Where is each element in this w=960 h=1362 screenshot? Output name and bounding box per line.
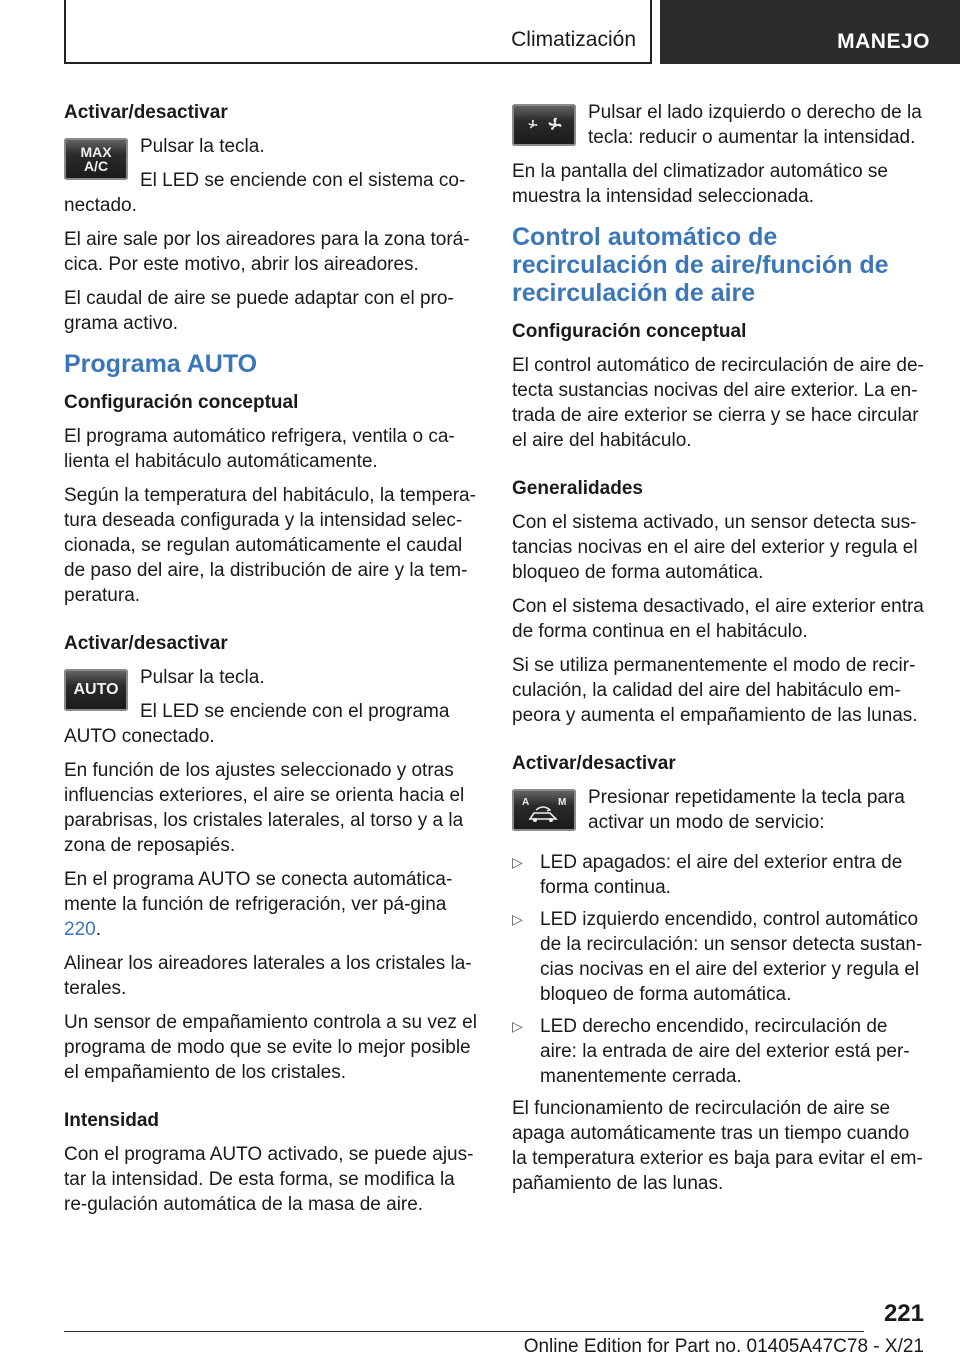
list-item bbox=[512, 907, 928, 1007]
fan-icons bbox=[512, 104, 576, 146]
section-title-auto: Programa AUTO bbox=[64, 350, 258, 378]
fan-intensity-button-icon bbox=[512, 104, 576, 146]
page-header bbox=[0, 0, 960, 66]
maxac-key-row bbox=[64, 134, 482, 227]
list-item-text: LED derecho encendido, recirculación de aire: la entrada de aire del exterior está per-manentemente cerrada. bbox=[540, 1016, 910, 1087]
header-section-title: Climatización bbox=[511, 28, 636, 51]
fan-key-row bbox=[512, 100, 928, 159]
recirc-key-row bbox=[512, 785, 928, 844]
max-ac-key-label: MAX A/C bbox=[80, 144, 112, 174]
auto-key-row bbox=[64, 665, 482, 758]
subheading-activar: Activar/desactivar bbox=[64, 102, 228, 123]
subheading-intensidad: Intensidad bbox=[64, 1110, 160, 1131]
recirc-icon-wrap bbox=[512, 789, 576, 831]
footer-edition: Online Edition for Part no. 01405A47C78 - X/21 bbox=[523, 1336, 924, 1357]
subheading-generalidades: Generalidades bbox=[512, 478, 643, 499]
subheading-config: Configuración conceptual bbox=[64, 392, 299, 413]
maxac-press-text: Pulsar la tecla. bbox=[140, 136, 265, 157]
paragraph: Con el programa AUTO activado, se puede ajus-tar la intensidad. De esta forma, se modifica la re-gulación automática de la masa de aire. bbox=[64, 1144, 474, 1215]
auto-button-icon bbox=[64, 669, 128, 711]
list-item-text: LED izquierdo encendido, control automático de la recirculación: un sensor detecta sustan-cias nocivas en el aire del exterior y regula el bloqueo de forma automática. bbox=[540, 909, 923, 1005]
right-column bbox=[512, 100, 928, 1205]
paragraph: Según la temperatura del habitáculo, la tempera-tura deseada configurada y la intensidad selec-cionada, se regulan automáticamente el caudal de paso del aire, la distribución de aire y la tem-peratura. bbox=[64, 485, 476, 606]
subheading-config: Configuración conceptual bbox=[512, 321, 747, 342]
paragraph: Con el sistema activado, un sensor detecta sus-tancias nocivas en el aire del exterior y regula el bloqueo de forma automática. bbox=[512, 512, 918, 583]
paragraph: En la pantalla del climatizador automático se muestra la intensidad seleccionada. bbox=[512, 161, 888, 207]
triangle-bullet-icon: ▷ bbox=[512, 1018, 523, 1034]
paragraph: Con el sistema desactivado, el aire exterior entra de forma continua en el habitáculo. bbox=[512, 596, 924, 642]
triangle-bullet-icon: ▷ bbox=[512, 854, 523, 870]
page-number: 221 bbox=[883, 1300, 924, 1327]
subheading-activar-auto: Activar/desactivar bbox=[64, 633, 228, 654]
max-ac-button-icon bbox=[64, 138, 128, 180]
auto-led-text: El LED se enciende con el programa AUTO conectado. bbox=[64, 701, 450, 747]
header-rule-bottom bbox=[64, 62, 652, 64]
footer-rule bbox=[64, 1331, 864, 1332]
paragraph-text: En el programa AUTO se conecta automática-mente la función de refrigeración, ver pá-gina bbox=[64, 869, 453, 915]
auto-key-label: AUTO bbox=[73, 681, 119, 698]
paragraph: El programa automático refrigera, ventila o ca-lienta el habitáculo automáticamente. bbox=[64, 426, 455, 472]
paragraph: El control automático de recirculación de aire de-tecta sustancias nocivas del aire exterior. La en-trada de aire exterior se cierra y se hace circular el aire del habitáculo. bbox=[512, 355, 924, 451]
page-link-220[interactable]: 220 bbox=[64, 919, 96, 940]
paragraph: Un sensor de empañamiento controla a su vez el programa de modo que se evite lo mejor posible el empañamiento de los cristales. bbox=[64, 1012, 477, 1083]
paragraph: El funcionamiento de recirculación de aire se apaga automáticamente tras un tiempo cuando la temperatura exterior es baja para evitar el em-pañamiento de las lunas. bbox=[512, 1098, 923, 1194]
paragraph: En función de los ajustes seleccionado y otras influencias exteriores, el aire se orienta hacia el parabrisas, los cristales laterales, al torso y a la zona de reposapiés. bbox=[64, 760, 465, 856]
paragraph: El caudal de aire se puede adaptar con el pro-grama activo. bbox=[64, 288, 454, 334]
svg-text:M: M bbox=[558, 797, 567, 808]
list-item-text: LED apagados: el aire del exterior entra de forma continua. bbox=[540, 852, 903, 898]
subheading-activar-recirc: Activar/desactivar bbox=[512, 753, 676, 774]
list-item bbox=[512, 1014, 928, 1089]
section-title-recirculation: Control automático de recirculación de aire/función de recirculación de aire bbox=[512, 223, 889, 307]
recirculation-button-icon bbox=[512, 789, 576, 831]
fan-key-text: Pulsar el lado izquierdo o derecho de la tecla: reducir o aumentar la intensidad. bbox=[588, 102, 922, 148]
triangle-bullet-icon: ▷ bbox=[512, 911, 523, 927]
paragraph: Si se utiliza permanentemente el modo de recir-culación, la calidad del aire del habitáculo em-peora y aumenta el empañamiento de las lunas. bbox=[512, 655, 918, 726]
fan-icon bbox=[519, 115, 569, 135]
header-chapter-tab bbox=[660, 0, 960, 64]
auto-press-text: Pulsar la tecla. bbox=[140, 667, 265, 688]
paragraph-end: . bbox=[95, 919, 101, 940]
list-item bbox=[512, 850, 928, 900]
recirculation-mode-list bbox=[512, 850, 928, 1089]
paragraph: Alinear los aireadores laterales a los cristales la-terales. bbox=[64, 953, 472, 999]
svg-text:A: A bbox=[522, 797, 530, 808]
maxac-led-text: El LED se enciende con el sistema co-nectado. bbox=[64, 170, 466, 216]
left-column bbox=[64, 100, 482, 1226]
recirc-key-text: Presionar repetidamente la tecla para activar un modo de servicio: bbox=[588, 787, 905, 833]
paragraph bbox=[64, 867, 482, 942]
paragraph: El aire sale por los aireadores para la zona torá-cica. Por este motivo, abrir los aireadores. bbox=[64, 229, 470, 275]
header-chapter-label: MANEJO bbox=[837, 30, 930, 53]
car-recirculation-icon bbox=[516, 793, 572, 827]
header-rule-mid bbox=[650, 0, 652, 64]
